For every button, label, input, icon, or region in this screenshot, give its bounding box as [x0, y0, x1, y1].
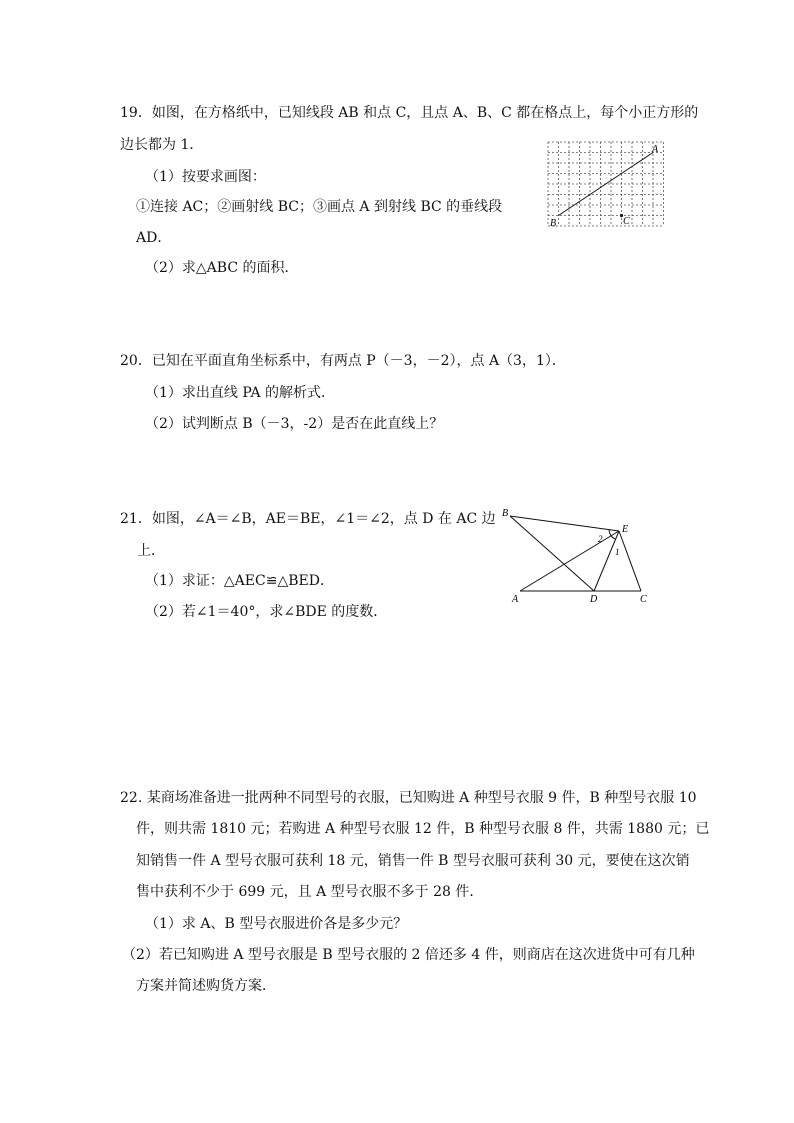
- q22-stem-line2: 件，则共需 1810 元；若购进 A 种型号衣服 12 件，B 种型号衣服 8 件，共需 1880 元；已: [136, 821, 710, 837]
- q19-grid-figure: [540, 136, 670, 232]
- label-b: B: [550, 218, 557, 229]
- q22-stem-line4: 售中获利不少于 699 元，且 A 型号衣服不多于 28 件．: [136, 884, 484, 900]
- q19-part1: （1）按要求画图：: [145, 169, 266, 185]
- q21-triangle-figure: [498, 504, 658, 604]
- label-a: A: [512, 594, 519, 604]
- q19-part2: （2）求△ABC 的面积．: [145, 260, 299, 276]
- q22-part1: （1）求 A、B 型号衣服进价各是多少元？: [145, 916, 408, 932]
- q20-stem: 20．已知在平面直角坐标系中，有两点 P（－3，－2），点 A（3，1）．: [120, 353, 566, 369]
- q19-stem-line1: 19．如图，在方格纸中，已知线段 AB 和点 C，且点 A、B、C 都在格点上，每个小正方形的: [120, 105, 699, 121]
- label-c: C: [640, 594, 647, 604]
- q22-stem-line3: 知销售一件 A 型号衣服可获利 18 元，销售一件 B 型号衣服可获利 30 元，要使在这次销: [136, 853, 690, 869]
- q20-part2: （2）试判断点 B（－3，-2）是否在此直线上？: [145, 416, 444, 432]
- q19-part1-detail: ①连接 AC；②画射线 BC；③画点 A 到射线 BC 的垂线段: [136, 199, 503, 215]
- label-c: C: [623, 216, 630, 227]
- label-d: D: [590, 594, 598, 604]
- q22-stem-line1: 22. 某商场准备进一批两种不同型号的衣服，已知购进 A 种型号衣服 9 件，B 种型号衣服 10: [120, 790, 697, 806]
- label-b: B: [502, 508, 509, 519]
- q20-part1: （1）求出直线 PA 的解析式．: [145, 385, 336, 401]
- q21-part2: （2）若∠1＝40°，求∠BDE 的度数．: [145, 604, 388, 620]
- q21-stem-line1: 21．如图，∠A＝∠B，AE＝BE，∠1＝∠2，点 D 在 AC 边: [120, 511, 496, 527]
- label-a: A: [652, 144, 659, 155]
- label-angle-2: 2: [598, 534, 603, 544]
- q22-part2-cont: 方案并简述购货方案．: [136, 978, 276, 994]
- q22-part2: （2）若已知购进 A 型号衣服是 B 型号衣服的 2 倍还多 4 件，则商店在这次进货中可有几种: [122, 947, 695, 963]
- label-e: E: [622, 524, 629, 535]
- q19-stem-line2: 边长都为 1．: [120, 137, 204, 153]
- q21-part1: （1）求证：△AEC≌△BED．: [145, 573, 334, 589]
- label-angle-1: 1: [615, 547, 620, 557]
- q21-stem-line2: 上．: [137, 543, 165, 559]
- q19-part1-detail-cont: AD．: [136, 230, 172, 246]
